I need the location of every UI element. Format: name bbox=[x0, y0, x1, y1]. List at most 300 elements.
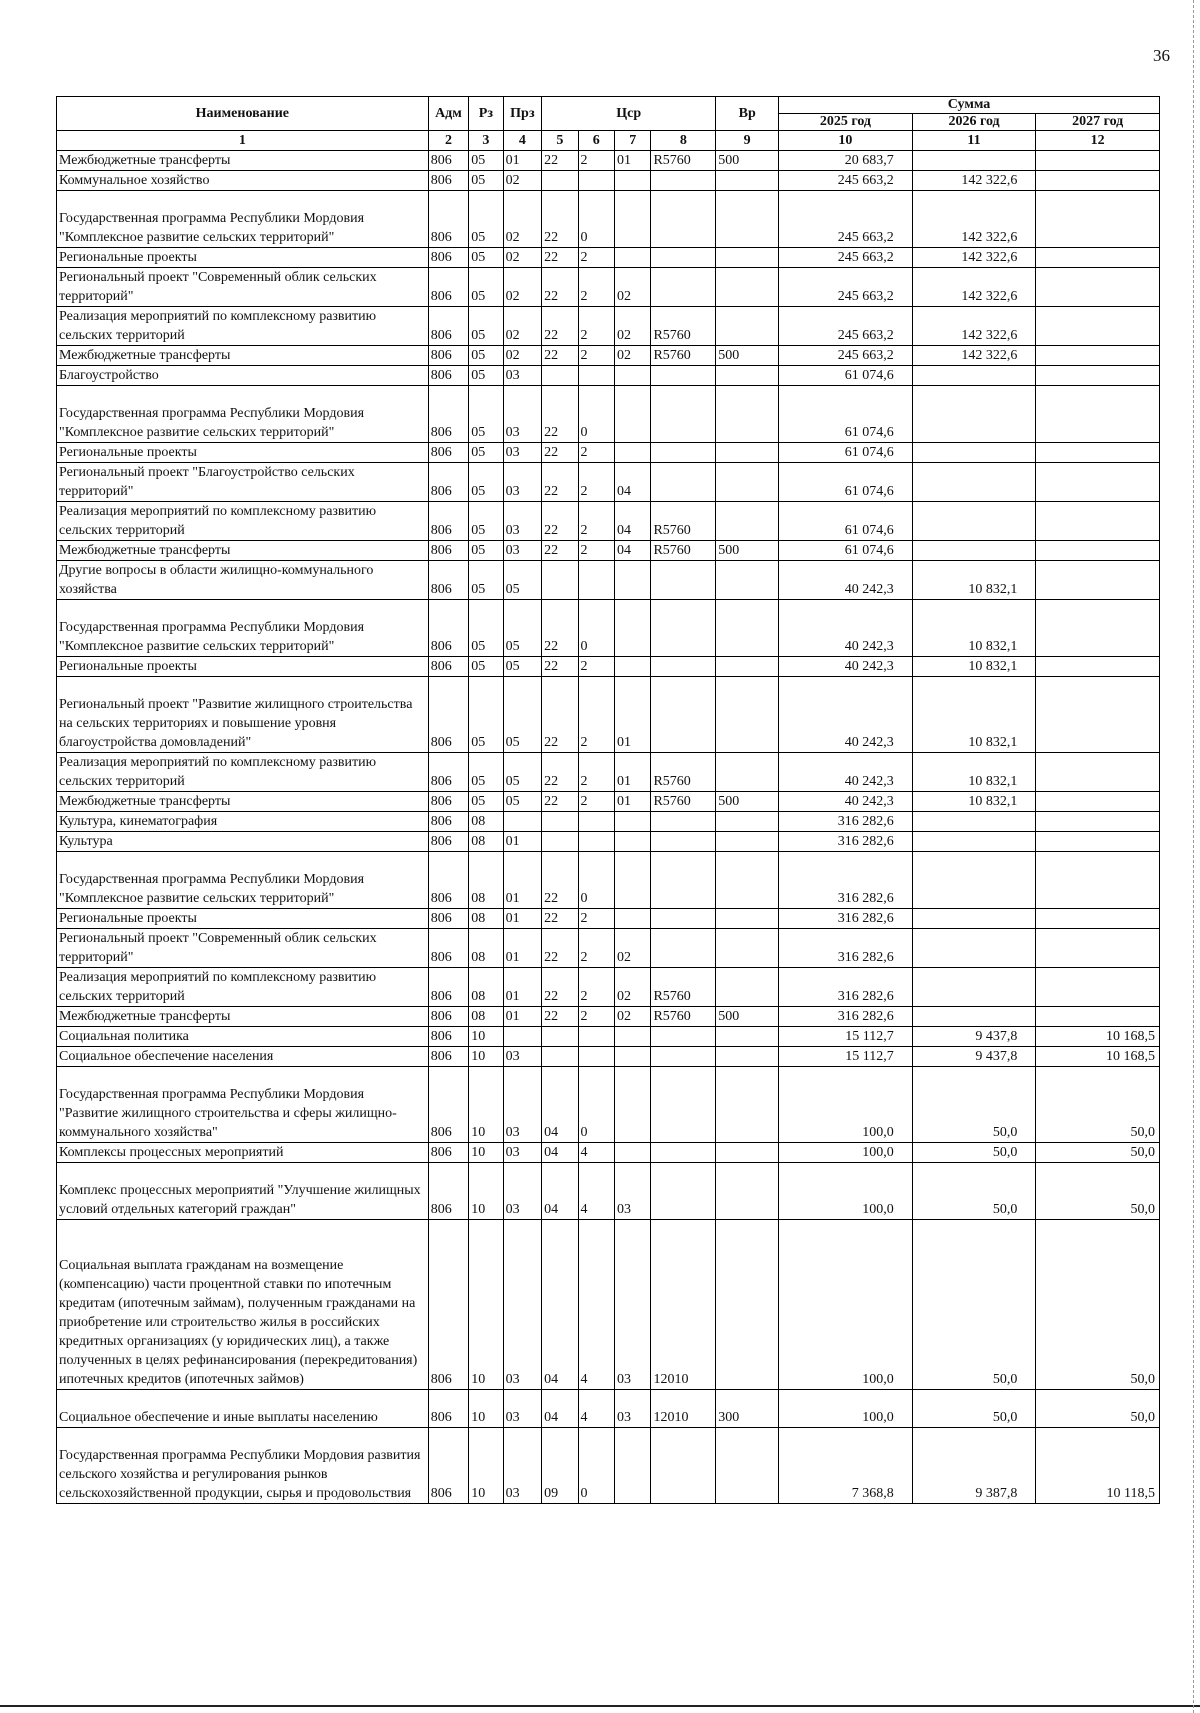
row-csr-1: 04 bbox=[542, 1143, 578, 1163]
row-sum-2026 bbox=[912, 909, 1036, 929]
row-rz: 05 bbox=[469, 151, 503, 171]
row-csr-3 bbox=[615, 171, 651, 191]
row-csr-2 bbox=[578, 1027, 614, 1047]
row-name: Региональный проект "Современный облик сельских территорий" bbox=[57, 268, 429, 307]
row-adm: 806 bbox=[428, 677, 469, 753]
row-prz: 01 bbox=[503, 151, 541, 171]
row-adm: 806 bbox=[428, 1428, 469, 1504]
row-csr-1: 22 bbox=[542, 1007, 578, 1027]
row-csr-4: 12010 bbox=[651, 1220, 716, 1390]
row-csr-2: 2 bbox=[578, 677, 614, 753]
row-sum-2027: 50,0 bbox=[1036, 1143, 1160, 1163]
header-name: Наименование bbox=[57, 97, 429, 131]
row-sum-2025: 40 242,3 bbox=[779, 753, 913, 792]
row-sum-2026: 142 322,6 bbox=[912, 346, 1036, 366]
table-row bbox=[57, 832, 1160, 852]
column-number: 2 bbox=[428, 131, 469, 151]
table-row bbox=[57, 1163, 1160, 1220]
row-prz: 03 bbox=[503, 1390, 541, 1428]
row-name: Региональный проект "Благоустройство сельских территорий" bbox=[57, 463, 429, 502]
row-prz: 05 bbox=[503, 600, 541, 657]
row-name: Региональный проект "Современный облик сельских территорий" bbox=[57, 929, 429, 968]
row-prz: 01 bbox=[503, 929, 541, 968]
row-csr-2: 4 bbox=[578, 1163, 614, 1220]
row-csr-3 bbox=[615, 443, 651, 463]
row-name: Комплексы процессных мероприятий bbox=[57, 1143, 429, 1163]
row-rz: 10 bbox=[469, 1047, 503, 1067]
page-edge-line bbox=[1192, 0, 1194, 1713]
row-prz: 01 bbox=[503, 968, 541, 1007]
row-name: Социальное обеспечение и иные выплаты населению bbox=[57, 1390, 429, 1428]
row-csr-4: R5760 bbox=[651, 346, 716, 366]
row-vr bbox=[716, 463, 779, 502]
row-csr-2 bbox=[578, 171, 614, 191]
row-sum-2027 bbox=[1036, 346, 1160, 366]
row-csr-1: 22 bbox=[542, 151, 578, 171]
row-sum-2025: 245 663,2 bbox=[779, 171, 913, 191]
row-name: Государственная программа Республики Мордовия "Комплексное развитие сельских территорий" bbox=[57, 386, 429, 443]
table-row bbox=[57, 1067, 1160, 1143]
row-csr-2: 2 bbox=[578, 151, 614, 171]
row-csr-3 bbox=[615, 600, 651, 657]
table-row bbox=[57, 151, 1160, 171]
row-csr-3: 02 bbox=[615, 968, 651, 1007]
column-number-row bbox=[57, 131, 1160, 151]
row-csr-2: 2 bbox=[578, 463, 614, 502]
row-csr-3 bbox=[615, 191, 651, 248]
row-adm: 806 bbox=[428, 1027, 469, 1047]
table-row bbox=[57, 366, 1160, 386]
row-sum-2026 bbox=[912, 151, 1036, 171]
row-csr-1: 09 bbox=[542, 1428, 578, 1504]
row-vr: 500 bbox=[716, 541, 779, 561]
row-vr bbox=[716, 753, 779, 792]
row-csr-2: 2 bbox=[578, 968, 614, 1007]
row-csr-4 bbox=[651, 1163, 716, 1220]
row-name: Региональные проекты bbox=[57, 248, 429, 268]
row-rz: 05 bbox=[469, 386, 503, 443]
row-vr bbox=[716, 1163, 779, 1220]
row-sum-2027 bbox=[1036, 191, 1160, 248]
row-adm: 806 bbox=[428, 832, 469, 852]
row-adm: 806 bbox=[428, 1143, 469, 1163]
column-number: 9 bbox=[716, 131, 779, 151]
row-csr-2: 2 bbox=[578, 268, 614, 307]
row-csr-3 bbox=[615, 812, 651, 832]
table-row bbox=[57, 463, 1160, 502]
row-csr-3: 04 bbox=[615, 502, 651, 541]
row-csr-4 bbox=[651, 832, 716, 852]
row-prz: 05 bbox=[503, 792, 541, 812]
row-sum-2027 bbox=[1036, 386, 1160, 443]
table-row bbox=[57, 1390, 1160, 1428]
row-name: Межбюджетные трансферты bbox=[57, 151, 429, 171]
row-csr-4 bbox=[651, 600, 716, 657]
row-csr-3 bbox=[615, 1428, 651, 1504]
row-name: Реализация мероприятий по комплексному развитию сельских территорий bbox=[57, 753, 429, 792]
table-row bbox=[57, 852, 1160, 909]
table-row bbox=[57, 812, 1160, 832]
row-name: Государственная программа Республики Мордовия "Комплексное развитие сельских территорий" bbox=[57, 600, 429, 657]
row-csr-1: 22 bbox=[542, 463, 578, 502]
row-adm: 806 bbox=[428, 1007, 469, 1027]
row-csr-3 bbox=[615, 386, 651, 443]
header-rz: Рз bbox=[469, 97, 503, 131]
row-sum-2026: 9 437,8 bbox=[912, 1047, 1036, 1067]
row-prz: 03 bbox=[503, 366, 541, 386]
row-sum-2027 bbox=[1036, 792, 1160, 812]
row-rz: 05 bbox=[469, 268, 503, 307]
row-csr-3: 01 bbox=[615, 151, 651, 171]
row-csr-3: 01 bbox=[615, 792, 651, 812]
row-sum-2027 bbox=[1036, 307, 1160, 346]
table-row bbox=[57, 248, 1160, 268]
row-csr-4: R5760 bbox=[651, 151, 716, 171]
row-prz: 02 bbox=[503, 248, 541, 268]
row-csr-2: 2 bbox=[578, 541, 614, 561]
row-csr-1: 22 bbox=[542, 541, 578, 561]
row-sum-2027: 50,0 bbox=[1036, 1390, 1160, 1428]
column-number: 6 bbox=[578, 131, 614, 151]
column-number: 4 bbox=[503, 131, 541, 151]
row-csr-3 bbox=[615, 832, 651, 852]
row-csr-2: 2 bbox=[578, 248, 614, 268]
row-prz: 01 bbox=[503, 909, 541, 929]
row-adm: 806 bbox=[428, 541, 469, 561]
row-prz: 03 bbox=[503, 1067, 541, 1143]
row-csr-3: 03 bbox=[615, 1163, 651, 1220]
row-name: Другие вопросы в области жилищно-коммунального хозяйства bbox=[57, 561, 429, 600]
row-name: Социальная политика bbox=[57, 1027, 429, 1047]
row-adm: 806 bbox=[428, 657, 469, 677]
row-csr-3: 04 bbox=[615, 541, 651, 561]
row-csr-4 bbox=[651, 929, 716, 968]
row-rz: 10 bbox=[469, 1027, 503, 1047]
row-adm: 806 bbox=[428, 502, 469, 541]
row-sum-2025: 61 074,6 bbox=[779, 502, 913, 541]
row-rz: 05 bbox=[469, 792, 503, 812]
row-sum-2025: 61 074,6 bbox=[779, 386, 913, 443]
row-csr-4 bbox=[651, 657, 716, 677]
row-csr-3 bbox=[615, 366, 651, 386]
row-csr-4 bbox=[651, 1428, 716, 1504]
row-name: Региональный проект "Развитие жилищного строительства на сельских территориях и повышение уровня благоустройства домовладений" bbox=[57, 677, 429, 753]
column-number: 10 bbox=[779, 131, 913, 151]
row-rz: 10 bbox=[469, 1143, 503, 1163]
row-name: Реализация мероприятий по комплексному развитию сельских территорий bbox=[57, 502, 429, 541]
row-sum-2025: 40 242,3 bbox=[779, 561, 913, 600]
row-vr bbox=[716, 852, 779, 909]
row-name: Межбюджетные трансферты bbox=[57, 1007, 429, 1027]
row-sum-2026 bbox=[912, 929, 1036, 968]
row-adm: 806 bbox=[428, 346, 469, 366]
row-sum-2025: 61 074,6 bbox=[779, 366, 913, 386]
row-sum-2026 bbox=[912, 541, 1036, 561]
table-row bbox=[57, 909, 1160, 929]
row-sum-2025: 316 282,6 bbox=[779, 909, 913, 929]
row-csr-2: 2 bbox=[578, 307, 614, 346]
row-sum-2025: 7 368,8 bbox=[779, 1428, 913, 1504]
row-csr-2 bbox=[578, 832, 614, 852]
row-vr bbox=[716, 1428, 779, 1504]
row-sum-2027 bbox=[1036, 463, 1160, 502]
row-sum-2026 bbox=[912, 1007, 1036, 1027]
row-csr-4 bbox=[651, 463, 716, 502]
header-prz: Прз bbox=[503, 97, 541, 131]
row-rz: 10 bbox=[469, 1163, 503, 1220]
row-sum-2026: 142 322,6 bbox=[912, 268, 1036, 307]
row-sum-2025: 316 282,6 bbox=[779, 832, 913, 852]
row-csr-1: 04 bbox=[542, 1163, 578, 1220]
row-sum-2026: 142 322,6 bbox=[912, 307, 1036, 346]
row-sum-2027 bbox=[1036, 541, 1160, 561]
row-csr-2 bbox=[578, 1047, 614, 1067]
row-csr-4 bbox=[651, 191, 716, 248]
row-sum-2026: 10 832,1 bbox=[912, 753, 1036, 792]
row-csr-3: 02 bbox=[615, 268, 651, 307]
row-rz: 05 bbox=[469, 366, 503, 386]
row-sum-2025: 245 663,2 bbox=[779, 268, 913, 307]
row-sum-2026 bbox=[912, 968, 1036, 1007]
row-csr-4 bbox=[651, 812, 716, 832]
row-vr: 500 bbox=[716, 346, 779, 366]
row-sum-2026: 9 387,8 bbox=[912, 1428, 1036, 1504]
row-csr-1 bbox=[542, 812, 578, 832]
header-adm: Адм bbox=[428, 97, 469, 131]
row-rz: 05 bbox=[469, 600, 503, 657]
table-row bbox=[57, 191, 1160, 248]
row-csr-1: 22 bbox=[542, 502, 578, 541]
row-sum-2027 bbox=[1036, 366, 1160, 386]
row-adm: 806 bbox=[428, 1047, 469, 1067]
row-csr-2: 2 bbox=[578, 929, 614, 968]
row-sum-2026: 142 322,6 bbox=[912, 171, 1036, 191]
table-row bbox=[57, 753, 1160, 792]
row-csr-4 bbox=[651, 909, 716, 929]
row-csr-3 bbox=[615, 1047, 651, 1067]
row-csr-2: 0 bbox=[578, 600, 614, 657]
column-number: 12 bbox=[1036, 131, 1160, 151]
row-vr bbox=[716, 1143, 779, 1163]
row-sum-2026 bbox=[912, 386, 1036, 443]
row-name: Региональные проекты bbox=[57, 657, 429, 677]
row-vr bbox=[716, 502, 779, 541]
row-name: Реализация мероприятий по комплексному развитию сельских территорий bbox=[57, 307, 429, 346]
row-csr-1: 04 bbox=[542, 1220, 578, 1390]
row-sum-2026: 142 322,6 bbox=[912, 191, 1036, 248]
row-name: Государственная программа Республики Мордовия развития сельского хозяйства и регулирования рынков сельскохозяйственной продукции, сырья и продовольствия bbox=[57, 1428, 429, 1504]
row-sum-2025: 40 242,3 bbox=[779, 657, 913, 677]
column-number: 1 bbox=[57, 131, 429, 151]
row-sum-2025: 245 663,2 bbox=[779, 307, 913, 346]
row-csr-3 bbox=[615, 909, 651, 929]
row-sum-2026: 50,0 bbox=[912, 1220, 1036, 1390]
row-sum-2025: 100,0 bbox=[779, 1390, 913, 1428]
row-vr bbox=[716, 268, 779, 307]
row-sum-2027 bbox=[1036, 968, 1160, 1007]
row-name: Коммунальное хозяйство bbox=[57, 171, 429, 191]
row-name: Межбюджетные трансферты bbox=[57, 792, 429, 812]
row-csr-4 bbox=[651, 248, 716, 268]
row-name: Государственная программа Республики Мордовия "Развитие жилищного строительства и сферы жилищно-коммунального хозяйства" bbox=[57, 1067, 429, 1143]
row-csr-2: 0 bbox=[578, 1428, 614, 1504]
row-sum-2027 bbox=[1036, 753, 1160, 792]
table-row bbox=[57, 386, 1160, 443]
row-name: Культура, кинематография bbox=[57, 812, 429, 832]
row-adm: 806 bbox=[428, 812, 469, 832]
row-csr-2: 4 bbox=[578, 1390, 614, 1428]
row-adm: 806 bbox=[428, 171, 469, 191]
row-sum-2027: 10 168,5 bbox=[1036, 1027, 1160, 1047]
row-sum-2027 bbox=[1036, 502, 1160, 541]
row-adm: 806 bbox=[428, 561, 469, 600]
row-rz: 05 bbox=[469, 307, 503, 346]
row-sum-2027 bbox=[1036, 852, 1160, 909]
row-csr-1 bbox=[542, 832, 578, 852]
row-csr-2: 0 bbox=[578, 386, 614, 443]
row-adm: 806 bbox=[428, 268, 469, 307]
row-csr-1: 22 bbox=[542, 753, 578, 792]
row-csr-1: 22 bbox=[542, 677, 578, 753]
row-name: Государственная программа Республики Мордовия "Комплексное развитие сельских территорий" bbox=[57, 852, 429, 909]
row-csr-2 bbox=[578, 812, 614, 832]
row-csr-3: 02 bbox=[615, 929, 651, 968]
row-sum-2026: 50,0 bbox=[912, 1163, 1036, 1220]
row-adm: 806 bbox=[428, 463, 469, 502]
row-adm: 806 bbox=[428, 600, 469, 657]
row-name: Комплекс процессных мероприятий "Улучшение жилищных условий отдельных категорий граждан" bbox=[57, 1163, 429, 1220]
header-csr: Цср bbox=[542, 97, 716, 131]
row-rz: 05 bbox=[469, 248, 503, 268]
row-rz: 05 bbox=[469, 753, 503, 792]
row-prz: 02 bbox=[503, 307, 541, 346]
row-name: Региональные проекты bbox=[57, 909, 429, 929]
row-sum-2025: 316 282,6 bbox=[779, 812, 913, 832]
table-row bbox=[57, 677, 1160, 753]
row-csr-1: 22 bbox=[542, 852, 578, 909]
row-csr-2: 0 bbox=[578, 1067, 614, 1143]
row-adm: 806 bbox=[428, 1067, 469, 1143]
row-sum-2025: 61 074,6 bbox=[779, 541, 913, 561]
row-csr-1: 22 bbox=[542, 307, 578, 346]
row-sum-2027 bbox=[1036, 929, 1160, 968]
row-csr-3: 01 bbox=[615, 677, 651, 753]
row-vr bbox=[716, 1220, 779, 1390]
row-name: Региональные проекты bbox=[57, 443, 429, 463]
row-vr bbox=[716, 307, 779, 346]
row-adm: 806 bbox=[428, 852, 469, 909]
row-csr-3 bbox=[615, 852, 651, 909]
table-row bbox=[57, 929, 1160, 968]
row-rz: 10 bbox=[469, 1220, 503, 1390]
row-rz: 05 bbox=[469, 191, 503, 248]
table-row bbox=[57, 307, 1160, 346]
row-adm: 806 bbox=[428, 366, 469, 386]
row-rz: 05 bbox=[469, 677, 503, 753]
row-csr-3 bbox=[615, 1143, 651, 1163]
row-sum-2025: 61 074,6 bbox=[779, 443, 913, 463]
table-row bbox=[57, 443, 1160, 463]
row-adm: 806 bbox=[428, 909, 469, 929]
row-csr-4 bbox=[651, 1027, 716, 1047]
row-sum-2025: 245 663,2 bbox=[779, 248, 913, 268]
row-prz: 03 bbox=[503, 463, 541, 502]
row-sum-2026 bbox=[912, 502, 1036, 541]
row-csr-3 bbox=[615, 561, 651, 600]
row-vr bbox=[716, 366, 779, 386]
row-sum-2026: 10 832,1 bbox=[912, 792, 1036, 812]
row-prz: 03 bbox=[503, 443, 541, 463]
row-csr-2 bbox=[578, 561, 614, 600]
row-prz: 01 bbox=[503, 852, 541, 909]
row-sum-2026: 10 832,1 bbox=[912, 561, 1036, 600]
row-vr: 500 bbox=[716, 792, 779, 812]
row-csr-4: 12010 bbox=[651, 1390, 716, 1428]
row-sum-2025: 15 112,7 bbox=[779, 1047, 913, 1067]
row-rz: 05 bbox=[469, 502, 503, 541]
row-csr-4: R5760 bbox=[651, 1007, 716, 1027]
row-rz: 08 bbox=[469, 968, 503, 1007]
header-year-2026: 2026 год bbox=[912, 114, 1036, 131]
row-csr-3: 01 bbox=[615, 753, 651, 792]
row-prz: 03 bbox=[503, 1143, 541, 1163]
row-sum-2026: 10 832,1 bbox=[912, 600, 1036, 657]
row-sum-2026 bbox=[912, 832, 1036, 852]
row-vr bbox=[716, 657, 779, 677]
row-csr-3 bbox=[615, 1027, 651, 1047]
row-csr-1 bbox=[542, 1027, 578, 1047]
row-sum-2027: 50,0 bbox=[1036, 1220, 1160, 1390]
row-rz: 08 bbox=[469, 1007, 503, 1027]
row-adm: 806 bbox=[428, 307, 469, 346]
row-csr-4: R5760 bbox=[651, 541, 716, 561]
row-sum-2026 bbox=[912, 852, 1036, 909]
page-number: 36 bbox=[1153, 46, 1170, 65]
row-csr-1: 04 bbox=[542, 1067, 578, 1143]
row-sum-2027 bbox=[1036, 832, 1160, 852]
row-csr-3: 03 bbox=[615, 1220, 651, 1390]
row-sum-2027 bbox=[1036, 677, 1160, 753]
row-adm: 806 bbox=[428, 968, 469, 1007]
row-sum-2025: 316 282,6 bbox=[779, 929, 913, 968]
row-sum-2027 bbox=[1036, 151, 1160, 171]
table-row bbox=[57, 657, 1160, 677]
row-rz: 05 bbox=[469, 463, 503, 502]
row-csr-1: 22 bbox=[542, 929, 578, 968]
row-vr bbox=[716, 1067, 779, 1143]
row-vr bbox=[716, 191, 779, 248]
row-adm: 806 bbox=[428, 191, 469, 248]
row-prz: 03 bbox=[503, 1428, 541, 1504]
row-csr-4 bbox=[651, 366, 716, 386]
row-sum-2025: 245 663,2 bbox=[779, 191, 913, 248]
table-row bbox=[57, 171, 1160, 191]
table-body bbox=[57, 151, 1160, 1504]
row-sum-2027 bbox=[1036, 909, 1160, 929]
row-csr-4 bbox=[651, 171, 716, 191]
row-csr-4 bbox=[651, 677, 716, 753]
row-adm: 806 bbox=[428, 753, 469, 792]
table-row bbox=[57, 268, 1160, 307]
table-row bbox=[57, 1143, 1160, 1163]
row-csr-3 bbox=[615, 657, 651, 677]
column-number: 3 bbox=[469, 131, 503, 151]
row-csr-3: 03 bbox=[615, 1390, 651, 1428]
row-sum-2027 bbox=[1036, 443, 1160, 463]
row-sum-2027: 50,0 bbox=[1036, 1067, 1160, 1143]
row-csr-2: 2 bbox=[578, 1007, 614, 1027]
row-sum-2027 bbox=[1036, 268, 1160, 307]
